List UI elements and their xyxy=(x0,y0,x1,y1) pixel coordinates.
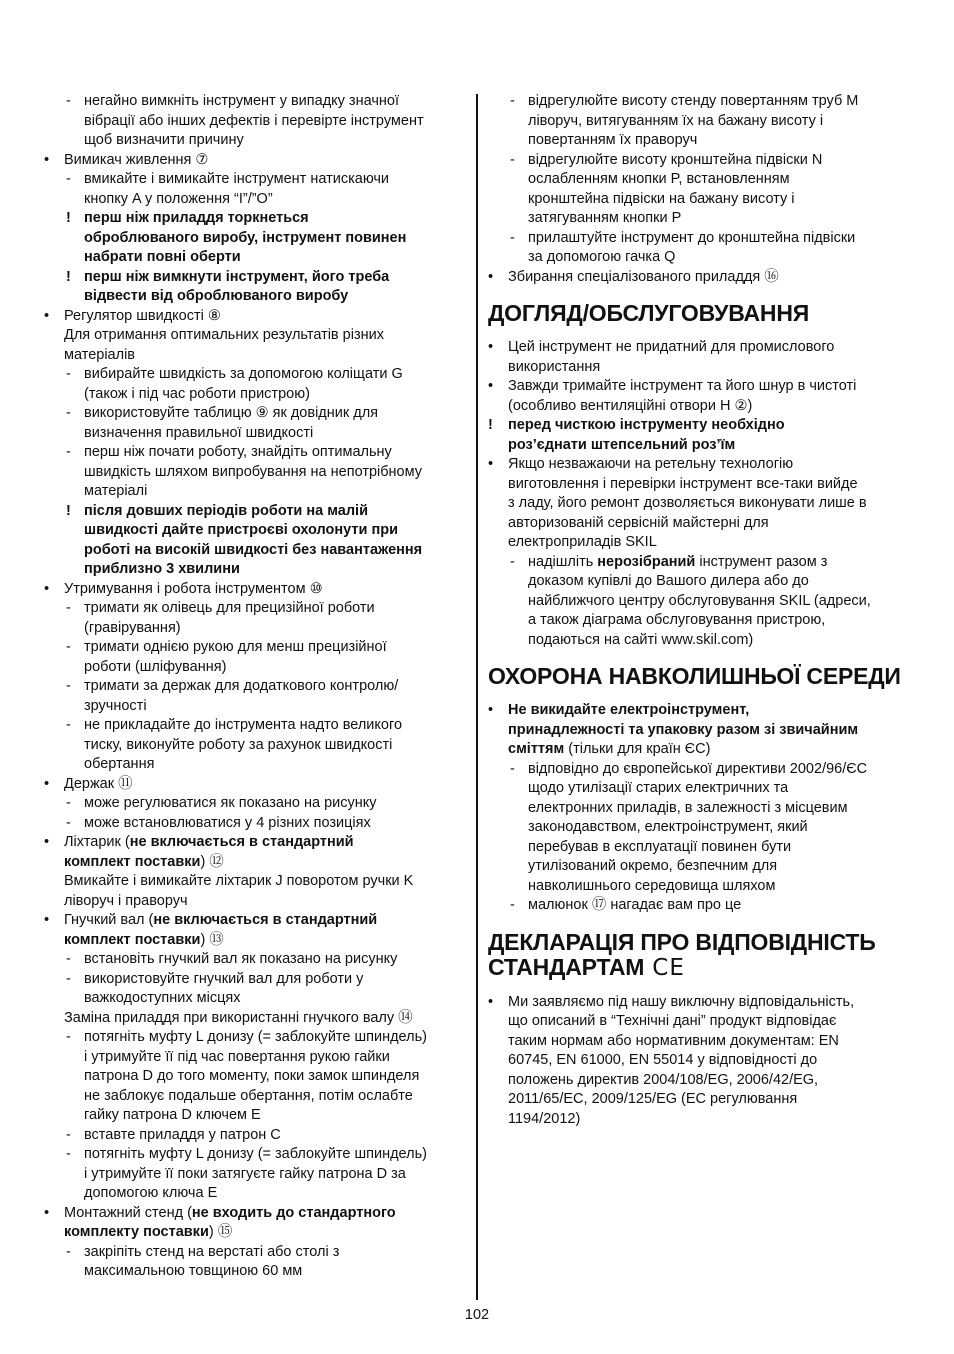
dash-marker: - xyxy=(66,678,71,694)
text-line xyxy=(44,950,464,970)
text-line xyxy=(488,131,910,151)
text-line xyxy=(44,638,464,658)
bullet-marker: • xyxy=(44,1204,50,1221)
line-text: Держак ⑪ xyxy=(64,775,133,792)
text-line xyxy=(488,631,910,651)
text-line xyxy=(488,358,910,378)
line-text: вмикайте і вимикайте інструмент натискаючи xyxy=(84,171,390,187)
line-text: тримати однією рукою для менш прецизійної xyxy=(84,639,387,655)
text-line xyxy=(488,779,910,799)
line-text-tail: ) ⑫ xyxy=(200,853,224,870)
text-line xyxy=(488,1051,910,1071)
line-text: набрати повні оберти xyxy=(84,249,241,265)
text-line xyxy=(44,1145,464,1165)
line-text: роботі на високій швидкості без навантаження xyxy=(84,541,423,558)
text-line xyxy=(44,385,464,405)
section-heading xyxy=(488,930,910,955)
spacer xyxy=(488,650,910,664)
line-text-bold: не включається в стандартний xyxy=(153,912,378,928)
line-text-tail: (тільки для країн ЄС) xyxy=(564,741,711,757)
line-text: доказом купівлі до Вашого дилера або до xyxy=(528,573,809,589)
line-text: Ми заявляємо під нашу виключну відповідальність, xyxy=(508,993,855,1010)
text-line xyxy=(44,755,464,775)
text-line xyxy=(488,248,910,268)
line-text: перш ніж вимкнути інструмент, його треба xyxy=(84,268,390,285)
line-text: швидкість шляхом випробування на непотрібному xyxy=(84,463,423,480)
text-line xyxy=(44,872,464,892)
bullet-marker: • xyxy=(488,268,494,285)
bullet-marker: • xyxy=(44,834,50,850)
text-line xyxy=(44,248,464,268)
line-text: Гнучкий вал ( xyxy=(64,912,154,928)
line-text: а також діаграма обслуговування пристрою, xyxy=(528,612,826,628)
text-line xyxy=(44,1009,464,1029)
line-text: може регулюватися як показано на рисунку xyxy=(84,795,377,811)
line-text: не заблокує подальше обертання, потім ослабте xyxy=(84,1087,413,1104)
line-text: перш ніж почати роботу, знайдіть оптимальну xyxy=(84,444,392,460)
text-line xyxy=(488,436,910,456)
text-line xyxy=(488,877,910,897)
line-text: щодо утилізації старих електричних та xyxy=(528,780,789,796)
text-line xyxy=(488,416,910,436)
text-line xyxy=(488,475,910,495)
text-line xyxy=(488,701,910,721)
text-line xyxy=(44,1204,464,1224)
line-text-bold: комплект поставки xyxy=(64,853,201,870)
text-line xyxy=(44,736,464,756)
text-line xyxy=(44,502,464,522)
text-line xyxy=(44,307,464,327)
text-line xyxy=(44,404,464,424)
text-line xyxy=(488,553,910,573)
spacer xyxy=(488,287,910,301)
line-text: гайку патрона D ключем E xyxy=(84,1107,261,1123)
bullet-marker: • xyxy=(488,702,494,718)
text-line xyxy=(44,1067,464,1087)
text-line xyxy=(44,619,464,639)
line-text: ослабленням кнопки P, встановленням xyxy=(528,171,790,187)
text-line xyxy=(44,599,464,619)
warning-marker: ! xyxy=(488,417,493,433)
line-text: Для отримання оптимальних результатів різних xyxy=(64,327,384,343)
line-text: з ладу, його ремонт дозволяється виконувати лише в xyxy=(508,495,867,511)
text-line xyxy=(488,1090,910,1110)
line-text: за допомогою гачка Q xyxy=(528,249,676,265)
line-text: перш ніж приладдя торкнеться xyxy=(84,210,309,226)
dash-marker: - xyxy=(510,151,515,168)
dash-marker: - xyxy=(66,444,71,460)
line-text-tail: інструмент разом з xyxy=(695,553,828,570)
line-text: 60745, EN 61000, EN 55014 у відповідності до xyxy=(508,1052,818,1068)
text-line xyxy=(44,989,464,1009)
page-number: 102 xyxy=(464,1307,490,1323)
section-heading-text: ДЕКЛАРАЦІЯ ПРО ВІДПОВІДНІСТЬ xyxy=(488,928,876,955)
line-text: Вмикайте і вимикайте ліхтарик J поворотом ручки K xyxy=(64,873,414,889)
text-line xyxy=(44,326,464,346)
text-line xyxy=(488,1012,910,1032)
line-text: кронштейна підвіски на бажану висоту і xyxy=(528,190,795,207)
dash-marker: - xyxy=(66,171,71,187)
text-line xyxy=(44,190,464,210)
line-text: роботи (шліфування) xyxy=(84,658,227,675)
line-text: надішліть xyxy=(528,553,598,570)
line-text: вибирайте швидкість за допомогою коліщати G xyxy=(84,366,403,382)
dash-marker: - xyxy=(66,1146,71,1162)
line-text: положень директив 2004/108/EG, 2006/42/EG, xyxy=(508,1071,819,1088)
text-line xyxy=(488,572,910,592)
line-text: відповідно до європейської директиви 2002/96/ЄС xyxy=(528,760,868,777)
dash-marker: - xyxy=(66,366,71,382)
text-line xyxy=(44,560,464,580)
text-line xyxy=(488,993,910,1013)
line-text: кнопку A у положення “I”/”O” xyxy=(84,190,273,207)
line-text: вставте приладдя у патрон C xyxy=(84,1126,281,1143)
text-line xyxy=(44,346,464,366)
line-text: тримати за держак для додаткового контролю/ xyxy=(84,678,399,694)
line-text: утилізований окремо, безпечним для xyxy=(528,858,778,874)
line-text: (особливо вентиляційні отвори H ②) xyxy=(508,397,753,414)
spacer xyxy=(488,326,910,338)
text-line xyxy=(44,1106,464,1126)
text-line xyxy=(44,1262,464,1282)
text-line xyxy=(488,494,910,514)
line-text: Цей інструмент не придатний для промислового xyxy=(508,339,835,355)
line-text: Якщо незважаючи на ретельну технологію xyxy=(508,456,794,472)
text-line xyxy=(488,818,910,838)
text-line xyxy=(44,268,464,288)
line-text: вібрації або інших дефектів і перевірте інструмент xyxy=(84,112,424,129)
left-column xyxy=(44,92,464,1282)
bullet-marker: • xyxy=(44,151,50,168)
bullet-marker: • xyxy=(488,378,494,394)
column-divider xyxy=(476,94,478,1300)
warning-marker: ! xyxy=(66,210,71,226)
text-line xyxy=(44,911,464,931)
text-line xyxy=(488,1110,910,1130)
text-line xyxy=(44,209,464,229)
line-text: швидкості дайте пристроєві охолонути при xyxy=(84,522,398,538)
text-line xyxy=(44,853,464,873)
text-line xyxy=(44,229,464,249)
line-text-bold: не входить до стандартного xyxy=(191,1204,396,1221)
warning-marker: ! xyxy=(66,268,71,285)
line-text: після довших періодів роботи на малій xyxy=(84,502,368,519)
line-text-bold: не включається в стандартний xyxy=(129,834,354,850)
line-text: подаються на сайті www.skil.com) xyxy=(528,631,754,648)
text-line xyxy=(488,229,910,249)
text-line xyxy=(44,931,464,951)
text-line xyxy=(44,970,464,990)
line-text: оброблюваного виробу, інструмент повинен xyxy=(84,229,407,246)
line-text: Вимикач живлення ⑦ xyxy=(64,151,209,168)
section-heading-text: ОХОРОНА НАВКОЛИШНЬОЇ СЕРЕДИ xyxy=(488,663,901,689)
line-text-tail: ) ⑬ xyxy=(200,931,224,948)
dash-marker: - xyxy=(66,1029,71,1045)
text-line xyxy=(488,112,910,132)
text-line xyxy=(44,794,464,814)
line-text: закріпіть стенд на верстаті або столі з xyxy=(84,1243,340,1260)
line-text: може встановлюватися у 4 різних позиціях xyxy=(84,814,371,831)
text-line xyxy=(488,857,910,877)
line-text: (гравірування) xyxy=(84,619,181,636)
line-text: відрегулюйте висоту кронштейна підвіски N xyxy=(528,151,823,168)
line-text: ліворуч, витягуванням їх на бажану висоту і xyxy=(528,112,824,129)
line-text-tail: ) ⑮ xyxy=(208,1224,233,1240)
text-line xyxy=(488,209,910,229)
dash-marker: - xyxy=(510,760,515,777)
line-text: тиску, виконуйте роботу за рахунок швидкості xyxy=(84,736,393,753)
line-text-bold: нерозібраний xyxy=(597,553,696,570)
text-line xyxy=(488,455,910,475)
line-text: негайно вимкніть інструмент у випадку значної xyxy=(84,93,399,109)
text-line xyxy=(44,151,464,171)
dash-marker: - xyxy=(66,951,71,967)
line-text: використовуйте гнучкий вал для роботи у xyxy=(84,970,364,987)
line-text: принадлежності та упаковку разом зі звичайним xyxy=(508,721,859,738)
text-line xyxy=(44,1028,464,1048)
text-line xyxy=(488,799,910,819)
text-line xyxy=(488,760,910,780)
line-text: патрона D до того моменту, поки замок шпинделя xyxy=(84,1068,420,1084)
line-text: 2011/65/EC, 2009/125/EG (EC регулювання xyxy=(508,1091,798,1107)
text-line xyxy=(488,377,910,397)
text-line xyxy=(44,716,464,736)
bullet-marker: • xyxy=(44,580,50,597)
text-line xyxy=(488,740,910,760)
text-line xyxy=(44,365,464,385)
text-line xyxy=(488,1071,910,1091)
text-line xyxy=(44,658,464,678)
dash-marker: - xyxy=(66,600,71,616)
line-text: Збирання спеціалізованого приладдя ⑯ xyxy=(508,268,779,285)
line-text: зручності xyxy=(84,697,147,714)
line-text: затягуванням кнопки P xyxy=(528,210,682,226)
text-line xyxy=(488,721,910,741)
line-text-bold: комплекту поставки xyxy=(64,1224,209,1240)
line-text: і утримуйте її поки затягуєте гайку патрона D за xyxy=(84,1165,406,1182)
line-text: законодавством, електроінструмент, який xyxy=(528,819,808,835)
text-line xyxy=(44,677,464,697)
bullet-marker: • xyxy=(488,456,494,472)
line-text: ліворуч і праворуч xyxy=(64,892,188,909)
text-line xyxy=(44,482,464,502)
text-line xyxy=(44,424,464,444)
line-text: важкодоступних місцях xyxy=(84,990,241,1006)
dash-marker: - xyxy=(66,93,71,109)
dash-marker: - xyxy=(66,1126,71,1143)
dash-marker: - xyxy=(510,897,515,913)
text-line xyxy=(44,131,464,151)
section-heading xyxy=(488,301,910,326)
bullet-marker: • xyxy=(488,993,494,1010)
section-heading-text: СТАНДАРТАМ xyxy=(488,953,645,980)
text-line xyxy=(44,1184,464,1204)
text-line xyxy=(44,580,464,600)
text-line xyxy=(488,611,910,631)
line-text: визначення правильної швидкості xyxy=(84,424,314,441)
text-line xyxy=(44,1243,464,1263)
line-text: електроприладів SKIL xyxy=(508,534,657,550)
dash-marker: - xyxy=(66,795,71,811)
text-line xyxy=(44,112,464,132)
section-heading-text: ДОГЛЯД/ОБСЛУГОВУВАННЯ xyxy=(488,300,810,326)
line-text: найближчого центру обслуговування SKIL (адреси, xyxy=(528,592,871,609)
line-text: перед чисткою інструменту необхідно xyxy=(508,417,785,433)
line-text: матеріалів xyxy=(64,346,135,363)
section-heading xyxy=(488,664,910,689)
line-text: Утримування і робота інструментом ⑩ xyxy=(64,580,323,597)
bullet-marker: • xyxy=(44,775,50,792)
line-text: щоб визначити причину xyxy=(84,132,244,148)
text-line xyxy=(488,592,910,612)
spacer xyxy=(488,981,910,993)
line-text: таким нормам або нормативним документам: EN xyxy=(508,1032,839,1049)
text-line xyxy=(44,170,464,190)
text-line xyxy=(44,287,464,307)
text-line xyxy=(488,533,910,553)
dash-marker: - xyxy=(66,970,71,987)
line-text: перебував в експлуатації повинен бути xyxy=(528,838,792,855)
line-text: Завжди тримайте інструмент та його шнур в чистоті xyxy=(508,378,857,394)
dash-marker: - xyxy=(510,229,515,246)
line-text: відвести від оброблюваного виробу xyxy=(84,288,349,304)
line-text: відрегулюйте висоту стенду повертанням труб M xyxy=(528,93,859,109)
line-text: використання xyxy=(508,358,601,375)
line-text: встановіть гнучкий вал як показано на рисунку xyxy=(84,951,398,967)
text-line xyxy=(488,92,910,112)
dash-marker: - xyxy=(66,639,71,655)
text-line xyxy=(488,268,910,288)
text-line xyxy=(44,1126,464,1146)
text-line xyxy=(44,1165,464,1185)
dash-marker: - xyxy=(66,717,71,733)
line-text: Не викидайте електроінструмент, xyxy=(508,702,750,718)
dash-marker: - xyxy=(66,405,71,421)
text-line xyxy=(44,1223,464,1243)
line-text: не прикладайте до інструмента надто великого xyxy=(84,717,403,733)
text-line xyxy=(488,338,910,358)
line-text: (також і під час роботи пристрою) xyxy=(84,385,310,402)
ce-mark: CE xyxy=(652,954,685,981)
line-text: повертанням їх праворуч xyxy=(528,132,698,148)
line-text: використовуйте таблицю ⑨ як довідник для xyxy=(84,405,379,421)
line-text: навколишнього середовища шляхом xyxy=(528,877,776,894)
bullet-marker: • xyxy=(488,339,494,355)
text-line xyxy=(44,1048,464,1068)
text-line xyxy=(44,814,464,834)
text-line xyxy=(488,151,910,171)
warning-marker: ! xyxy=(66,502,71,519)
line-text: електронних приладів, в залежності з місцевим xyxy=(528,799,848,816)
text-line xyxy=(488,1032,910,1052)
text-line xyxy=(488,170,910,190)
text-line xyxy=(488,838,910,858)
text-line xyxy=(44,92,464,112)
text-line xyxy=(44,521,464,541)
line-text: виготовлення і перевірки інструмент все-таки вийде xyxy=(508,475,858,492)
text-line xyxy=(488,896,910,916)
bullet-marker: • xyxy=(44,307,50,324)
spacer xyxy=(488,689,910,701)
line-text: прилаштуйте інструмент до кронштейна підвіски xyxy=(528,229,856,246)
line-text: Ліхтарик ( xyxy=(64,834,130,850)
text-line xyxy=(44,775,464,795)
line-text: малюнок ⑰ нагадає вам про це xyxy=(528,897,742,913)
right-column xyxy=(488,92,910,1129)
text-line xyxy=(488,190,910,210)
line-text: авторизованій сервісній майстерні для xyxy=(508,514,769,531)
line-text: що описаний в “Технічні дані” продукт відповідає xyxy=(508,1013,837,1029)
line-text: Регулятор швидкості ⑧ xyxy=(64,307,221,324)
line-text: допомогою ключа E xyxy=(84,1185,218,1201)
line-text: потягніть муфту L донизу (= заблокуйте шпиндель) xyxy=(84,1146,427,1162)
line-text: і утримуйте її під час повертання рукою гайки xyxy=(84,1048,390,1065)
text-line xyxy=(488,514,910,534)
line-text: потягніть муфту L донизу (= заблокуйте шпиндель) xyxy=(84,1029,427,1045)
bullet-marker: • xyxy=(44,912,50,928)
line-text: тримати як олівець для прецизійної роботи xyxy=(84,600,375,616)
line-text: обертання xyxy=(84,756,155,772)
line-text: приблизно 3 хвилини xyxy=(84,561,240,577)
line-text-bold: комплект поставки xyxy=(64,931,201,948)
dash-marker: - xyxy=(510,93,515,109)
dash-marker: - xyxy=(510,553,515,570)
dash-marker: - xyxy=(66,814,71,831)
text-line xyxy=(488,397,910,417)
line-text: роз’єднати штепсельний роз’їм xyxy=(508,436,736,453)
text-line xyxy=(44,1087,464,1107)
line-text: матеріалі xyxy=(84,483,148,499)
line-text: Монтажний стенд ( xyxy=(64,1204,192,1221)
section-heading xyxy=(488,955,910,981)
text-line xyxy=(44,833,464,853)
line-text: Заміна приладдя при використанні гнучкого валу ⑭ xyxy=(64,1009,413,1026)
text-line xyxy=(44,443,464,463)
dash-marker: - xyxy=(66,1243,71,1260)
line-text: 1194/2012) xyxy=(508,1110,581,1127)
line-text-bold: сміттям xyxy=(508,741,565,757)
text-line xyxy=(44,697,464,717)
text-line xyxy=(44,463,464,483)
line-text: максимальною товщиною 60 мм xyxy=(84,1263,303,1279)
spacer xyxy=(488,916,910,930)
text-line xyxy=(44,541,464,561)
text-line xyxy=(44,892,464,912)
